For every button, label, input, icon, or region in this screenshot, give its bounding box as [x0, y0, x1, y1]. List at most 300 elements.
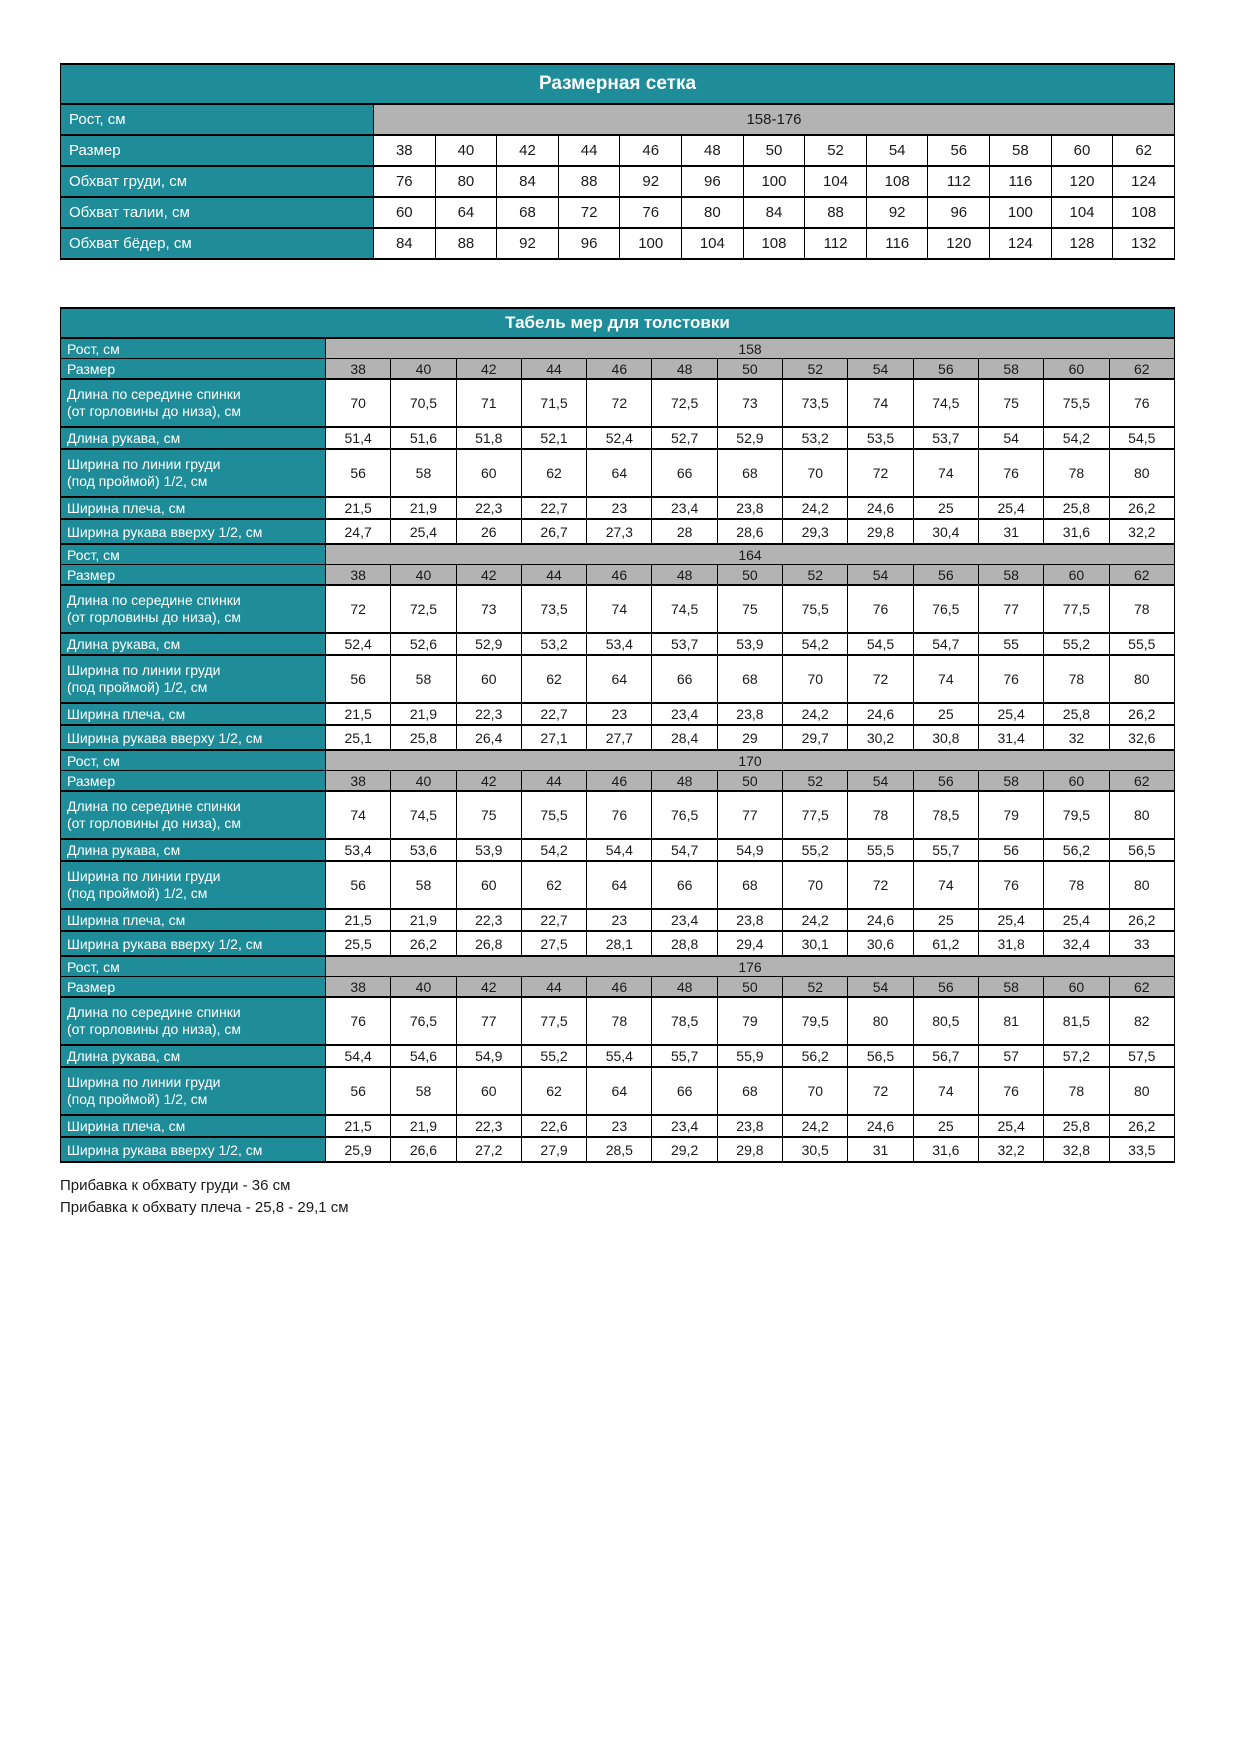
height-band: 170: [326, 750, 1175, 771]
value-cell: 76: [978, 861, 1043, 909]
value-cell: 21,5: [326, 909, 391, 931]
value-cell: 26,4: [456, 725, 521, 750]
value-cell: 22,3: [456, 1115, 521, 1137]
value-cell: 73: [717, 379, 782, 427]
value-cell: 23,4: [652, 909, 717, 931]
value-cell: 27,7: [587, 725, 652, 750]
size-cell: 44: [521, 771, 586, 792]
row-label: Длина рукава, см: [61, 839, 326, 861]
size-cell: 62: [1109, 565, 1174, 586]
row-label: Ширина плеча, см: [61, 909, 326, 931]
row-label: Обхват талии, см: [61, 197, 374, 228]
size-cell: 52: [783, 565, 848, 586]
value-cell: 23,8: [717, 497, 782, 519]
value-cell: 25: [913, 909, 978, 931]
value-cell: 77,5: [1044, 585, 1109, 633]
value-cell: 53,6: [391, 839, 456, 861]
size-cell: 42: [456, 359, 521, 380]
measure-row-chest-width: [61, 449, 1175, 497]
row-label: Обхват бёдер, см: [61, 228, 374, 259]
measure-row-sleeve-top-width: [61, 1137, 1175, 1162]
size-cell: 62: [1109, 977, 1174, 998]
height-band: 176: [326, 956, 1175, 977]
row-label-line: (под проймой) 1/2, см: [67, 473, 208, 489]
row-label: Размер: [61, 135, 374, 166]
value-cell: 108: [1113, 197, 1175, 228]
size-cell: 48: [652, 771, 717, 792]
size-cell: 52: [783, 359, 848, 380]
measure-row-back-length: [61, 585, 1175, 633]
value-cell: 31,6: [913, 1137, 978, 1162]
value-cell: 104: [1051, 197, 1113, 228]
value-cell: 62: [521, 655, 586, 703]
value-cell: 54,9: [456, 1045, 521, 1067]
value-cell: 70: [783, 861, 848, 909]
value-cell: 21,9: [391, 703, 456, 725]
value-cell: 48: [682, 135, 744, 166]
row-label: [61, 791, 326, 839]
value-cell: 33,5: [1109, 1137, 1174, 1162]
value-cell: 26,2: [1109, 703, 1174, 725]
measure-row-shoulder-width: [61, 703, 1175, 725]
value-cell: 25,1: [326, 725, 391, 750]
value-cell: 55,2: [1044, 633, 1109, 655]
row-label-line: Длина по середине спинки: [67, 385, 241, 402]
value-cell: 23: [587, 703, 652, 725]
value-cell: 26,2: [1109, 909, 1174, 931]
row-label: Рост, см: [61, 956, 326, 977]
value-cell: 29,7: [783, 725, 848, 750]
value-cell: 68: [497, 197, 559, 228]
value-cell: 66: [652, 449, 717, 497]
value-cell: 70: [326, 379, 391, 427]
value-cell: 68: [717, 861, 782, 909]
size-grid-row: [61, 197, 1175, 228]
value-cell: 54: [978, 427, 1043, 449]
value-cell: 40: [435, 135, 497, 166]
value-cell: 26: [456, 519, 521, 544]
measure-row-chest-width: [61, 655, 1175, 703]
row-label: Ширина плеча, см: [61, 497, 326, 519]
value-cell: 60: [1051, 135, 1113, 166]
value-cell: 22,3: [456, 909, 521, 931]
value-cell: 52,1: [521, 427, 586, 449]
value-cell: 80: [682, 197, 744, 228]
value-cell: 56,7: [913, 1045, 978, 1067]
value-cell: 76,5: [391, 997, 456, 1045]
height-range-band: 158-176: [374, 104, 1175, 135]
value-cell: 55: [978, 633, 1043, 655]
size-cell: 50: [717, 771, 782, 792]
value-cell: 33: [1109, 931, 1174, 956]
value-cell: 28,4: [652, 725, 717, 750]
size-cell: 46: [587, 771, 652, 792]
value-cell: 77: [456, 997, 521, 1045]
value-cell: 54,7: [652, 839, 717, 861]
value-cell: 108: [866, 166, 928, 197]
value-cell: 70: [783, 655, 848, 703]
value-cell: 31,6: [1044, 519, 1109, 544]
value-cell: 28,1: [587, 931, 652, 956]
size-cell: 40: [391, 565, 456, 586]
value-cell: 51,6: [391, 427, 456, 449]
size-cell: 40: [391, 359, 456, 380]
size-cell: 54: [848, 565, 913, 586]
value-cell: 26,2: [1109, 1115, 1174, 1137]
value-cell: 53,5: [848, 427, 913, 449]
value-cell: 29,8: [717, 1137, 782, 1162]
value-cell: 44: [558, 135, 620, 166]
value-cell: 31: [848, 1137, 913, 1162]
value-cell: 72: [848, 655, 913, 703]
row-label: Размер: [61, 565, 326, 586]
value-cell: 55,5: [1109, 633, 1174, 655]
value-cell: 25,5: [326, 931, 391, 956]
value-cell: 75: [456, 791, 521, 839]
value-cell: 55,7: [913, 839, 978, 861]
value-cell: 27,1: [521, 725, 586, 750]
value-cell: 26,8: [456, 931, 521, 956]
value-cell: 30,4: [913, 519, 978, 544]
value-cell: 53,9: [717, 633, 782, 655]
value-cell: 75: [717, 585, 782, 633]
size-cell: 58: [978, 359, 1043, 380]
row-label-line: (под проймой) 1/2, см: [67, 885, 208, 901]
size-grid-title: Размерная сетка: [61, 64, 1175, 104]
value-cell: 72: [848, 861, 913, 909]
size-cell: 46: [587, 359, 652, 380]
value-cell: 64: [587, 449, 652, 497]
value-cell: 62: [521, 449, 586, 497]
measure-row-sleeve-top-width: [61, 931, 1175, 956]
value-cell: 24,6: [848, 909, 913, 931]
value-cell: 58: [391, 861, 456, 909]
value-cell: 61,2: [913, 931, 978, 956]
value-cell: 32,6: [1109, 725, 1174, 750]
value-cell: 124: [1113, 166, 1175, 197]
value-cell: 60: [456, 1067, 521, 1115]
value-cell: 56,5: [1109, 839, 1174, 861]
value-cell: 79,5: [1044, 791, 1109, 839]
value-cell: 56,2: [1044, 839, 1109, 861]
measure-row-sleeve-top-width: [61, 725, 1175, 750]
value-cell: 51,4: [326, 427, 391, 449]
value-cell: 54: [866, 135, 928, 166]
value-cell: 74: [848, 379, 913, 427]
value-cell: 77,5: [783, 791, 848, 839]
size-grid-table: [60, 63, 1175, 260]
measure-row-back-length: [61, 791, 1175, 839]
value-cell: 81: [978, 997, 1043, 1045]
value-cell: 74: [326, 791, 391, 839]
value-cell: 56: [326, 449, 391, 497]
size-cell: 38: [326, 977, 391, 998]
value-cell: 24,6: [848, 497, 913, 519]
value-cell: 71,5: [521, 379, 586, 427]
size-cell: 48: [652, 359, 717, 380]
value-cell: 31,4: [978, 725, 1043, 750]
value-cell: 30,1: [783, 931, 848, 956]
row-label-line: Длина по середине спинки: [67, 591, 241, 608]
value-cell: 25,9: [326, 1137, 391, 1162]
value-cell: 78: [1044, 449, 1109, 497]
value-cell: 56: [928, 135, 990, 166]
size-cell: 40: [391, 977, 456, 998]
row-label-line: (от горловины до низа), см: [67, 403, 242, 419]
value-cell: 64: [435, 197, 497, 228]
value-cell: 54,6: [391, 1045, 456, 1067]
size-cell: 56: [913, 977, 978, 998]
measure-row-height: [61, 544, 1175, 565]
value-cell: 74: [913, 449, 978, 497]
value-cell: 57: [978, 1045, 1043, 1067]
size-cell: 48: [652, 565, 717, 586]
row-label: [61, 861, 326, 909]
measure-row-height: [61, 338, 1175, 359]
value-cell: 54,2: [783, 633, 848, 655]
row-label: Ширина рукава вверху 1/2, см: [61, 519, 326, 544]
value-cell: 80: [848, 997, 913, 1045]
size-cell: 42: [456, 565, 521, 586]
value-cell: 29,3: [783, 519, 848, 544]
measure-table-title-row: [61, 308, 1175, 338]
value-cell: 77,5: [521, 997, 586, 1045]
measure-table-title: Табель мер для толстовки: [61, 308, 1175, 338]
value-cell: 79: [978, 791, 1043, 839]
row-label: Рост, см: [61, 544, 326, 565]
value-cell: 53,7: [652, 633, 717, 655]
value-cell: 55,7: [652, 1045, 717, 1067]
measure-row-sleeve-length: [61, 427, 1175, 449]
size-cell: 60: [1044, 359, 1109, 380]
row-label: [61, 379, 326, 427]
row-label-line: (от горловины до низа), см: [67, 609, 242, 625]
height-band: 158: [326, 338, 1175, 359]
value-cell: 76,5: [913, 585, 978, 633]
value-cell: 23,8: [717, 703, 782, 725]
value-cell: 54,5: [848, 633, 913, 655]
value-cell: 100: [620, 228, 682, 259]
row-label-line: Ширина по линии груди: [67, 661, 221, 678]
value-cell: 74: [913, 1067, 978, 1115]
value-cell: 24,7: [326, 519, 391, 544]
size-grid-row: [61, 135, 1175, 166]
value-cell: 23,4: [652, 497, 717, 519]
value-cell: 68: [717, 1067, 782, 1115]
value-cell: 50: [743, 135, 805, 166]
value-cell: 58: [391, 655, 456, 703]
value-cell: 32,2: [978, 1137, 1043, 1162]
value-cell: 25,4: [978, 909, 1043, 931]
row-label-line: (под проймой) 1/2, см: [67, 679, 208, 695]
value-cell: 100: [990, 197, 1052, 228]
size-cell: 42: [456, 771, 521, 792]
value-cell: 70: [783, 1067, 848, 1115]
value-cell: 76: [587, 791, 652, 839]
value-cell: 100: [743, 166, 805, 197]
size-grid-row: [61, 166, 1175, 197]
value-cell: 52,9: [717, 427, 782, 449]
value-cell: 76: [620, 197, 682, 228]
value-cell: 80: [1109, 655, 1174, 703]
value-cell: 60: [456, 655, 521, 703]
value-cell: 62: [521, 861, 586, 909]
value-cell: 76: [326, 997, 391, 1045]
value-cell: 26,7: [521, 519, 586, 544]
measure-row-sizes: [61, 977, 1175, 998]
size-cell: 44: [521, 565, 586, 586]
value-cell: 80: [1109, 1067, 1174, 1115]
value-cell: 60: [456, 861, 521, 909]
value-cell: 56: [326, 861, 391, 909]
value-cell: 31: [978, 519, 1043, 544]
value-cell: 73,5: [521, 585, 586, 633]
value-cell: 26,2: [391, 931, 456, 956]
value-cell: 70: [783, 449, 848, 497]
value-cell: 57,2: [1044, 1045, 1109, 1067]
value-cell: 58: [990, 135, 1052, 166]
value-cell: 104: [682, 228, 744, 259]
value-cell: 22,3: [456, 497, 521, 519]
value-cell: 72,5: [391, 585, 456, 633]
value-cell: 73: [456, 585, 521, 633]
value-cell: 55,4: [587, 1045, 652, 1067]
value-cell: 62: [1113, 135, 1175, 166]
value-cell: 79,5: [783, 997, 848, 1045]
size-cell: 38: [326, 359, 391, 380]
value-cell: 75,5: [521, 791, 586, 839]
row-label: Длина рукава, см: [61, 427, 326, 449]
size-grid-row: [61, 228, 1175, 259]
value-cell: 120: [1051, 166, 1113, 197]
value-cell: 29,2: [652, 1137, 717, 1162]
row-label: Рост, см: [61, 750, 326, 771]
measure-row-sleeve-length: [61, 633, 1175, 655]
row-label-line: Длина по середине спинки: [67, 797, 241, 814]
value-cell: 70,5: [391, 379, 456, 427]
value-cell: 78: [1044, 655, 1109, 703]
measure-row-shoulder-width: [61, 909, 1175, 931]
value-cell: 52,9: [456, 633, 521, 655]
value-cell: 26,6: [391, 1137, 456, 1162]
measure-row-sleeve-length: [61, 839, 1175, 861]
value-cell: 24,6: [848, 1115, 913, 1137]
value-cell: 112: [928, 166, 990, 197]
value-cell: 124: [990, 228, 1052, 259]
value-cell: 25,4: [978, 1115, 1043, 1137]
value-cell: 92: [497, 228, 559, 259]
value-cell: 21,9: [391, 909, 456, 931]
value-cell: 32,8: [1044, 1137, 1109, 1162]
row-label: [61, 1067, 326, 1115]
value-cell: 32,4: [1044, 931, 1109, 956]
value-cell: 76: [978, 1067, 1043, 1115]
value-cell: 21,9: [391, 1115, 456, 1137]
value-cell: 104: [805, 166, 867, 197]
value-cell: 77: [717, 791, 782, 839]
value-cell: 30,5: [783, 1137, 848, 1162]
value-cell: 132: [1113, 228, 1175, 259]
size-cell: 52: [783, 771, 848, 792]
value-cell: 24,2: [783, 497, 848, 519]
size-cell: 42: [456, 977, 521, 998]
value-cell: 52,6: [391, 633, 456, 655]
value-cell: 81,5: [1044, 997, 1109, 1045]
value-cell: 80: [1109, 861, 1174, 909]
value-cell: 22,7: [521, 497, 586, 519]
value-cell: 54,4: [587, 839, 652, 861]
measure-row-sleeve-top-width: [61, 519, 1175, 544]
value-cell: 53,2: [783, 427, 848, 449]
value-cell: 28,8: [652, 931, 717, 956]
value-cell: 21,5: [326, 703, 391, 725]
size-cell: 60: [1044, 771, 1109, 792]
size-cell: 48: [652, 977, 717, 998]
value-cell: 78: [1109, 585, 1174, 633]
value-cell: 25,8: [391, 725, 456, 750]
value-cell: 56: [978, 839, 1043, 861]
measure-row-shoulder-width: [61, 1115, 1175, 1137]
row-label: Размер: [61, 977, 326, 998]
value-cell: 88: [805, 197, 867, 228]
value-cell: 72: [848, 449, 913, 497]
value-cell: 53,4: [587, 633, 652, 655]
size-cell: 60: [1044, 977, 1109, 998]
size-cell: 56: [913, 771, 978, 792]
value-cell: 23,4: [652, 1115, 717, 1137]
value-cell: 96: [928, 197, 990, 228]
value-cell: 76: [978, 449, 1043, 497]
value-cell: 88: [435, 228, 497, 259]
value-cell: 56,2: [783, 1045, 848, 1067]
size-cell: 38: [326, 565, 391, 586]
value-cell: 54,4: [326, 1045, 391, 1067]
value-cell: 31,8: [978, 931, 1043, 956]
value-cell: 28,5: [587, 1137, 652, 1162]
value-cell: 74: [587, 585, 652, 633]
value-cell: 66: [652, 655, 717, 703]
value-cell: 74: [913, 655, 978, 703]
value-cell: 29,8: [848, 519, 913, 544]
size-cell: 54: [848, 977, 913, 998]
value-cell: 76,5: [652, 791, 717, 839]
value-cell: 55,9: [717, 1045, 782, 1067]
value-cell: 64: [587, 861, 652, 909]
footnotes: [60, 1175, 1240, 1219]
value-cell: 73,5: [783, 379, 848, 427]
value-cell: 52,4: [326, 633, 391, 655]
value-cell: 82: [1109, 997, 1174, 1045]
size-cell: 58: [978, 565, 1043, 586]
measure-row-back-length: [61, 379, 1175, 427]
value-cell: 96: [682, 166, 744, 197]
measure-row-sizes: [61, 771, 1175, 792]
value-cell: 74,5: [913, 379, 978, 427]
size-cell: 58: [978, 771, 1043, 792]
row-label-line: Ширина по линии груди: [67, 455, 221, 472]
value-cell: 116: [866, 228, 928, 259]
row-label: Длина рукава, см: [61, 633, 326, 655]
value-cell: 30,8: [913, 725, 978, 750]
value-cell: 78: [848, 791, 913, 839]
size-grid-title-row: [61, 64, 1175, 104]
value-cell: 72: [326, 585, 391, 633]
value-cell: 24,6: [848, 703, 913, 725]
value-cell: 60: [374, 197, 436, 228]
value-cell: 68: [717, 449, 782, 497]
value-cell: 54,2: [1044, 427, 1109, 449]
value-cell: 75: [978, 379, 1043, 427]
